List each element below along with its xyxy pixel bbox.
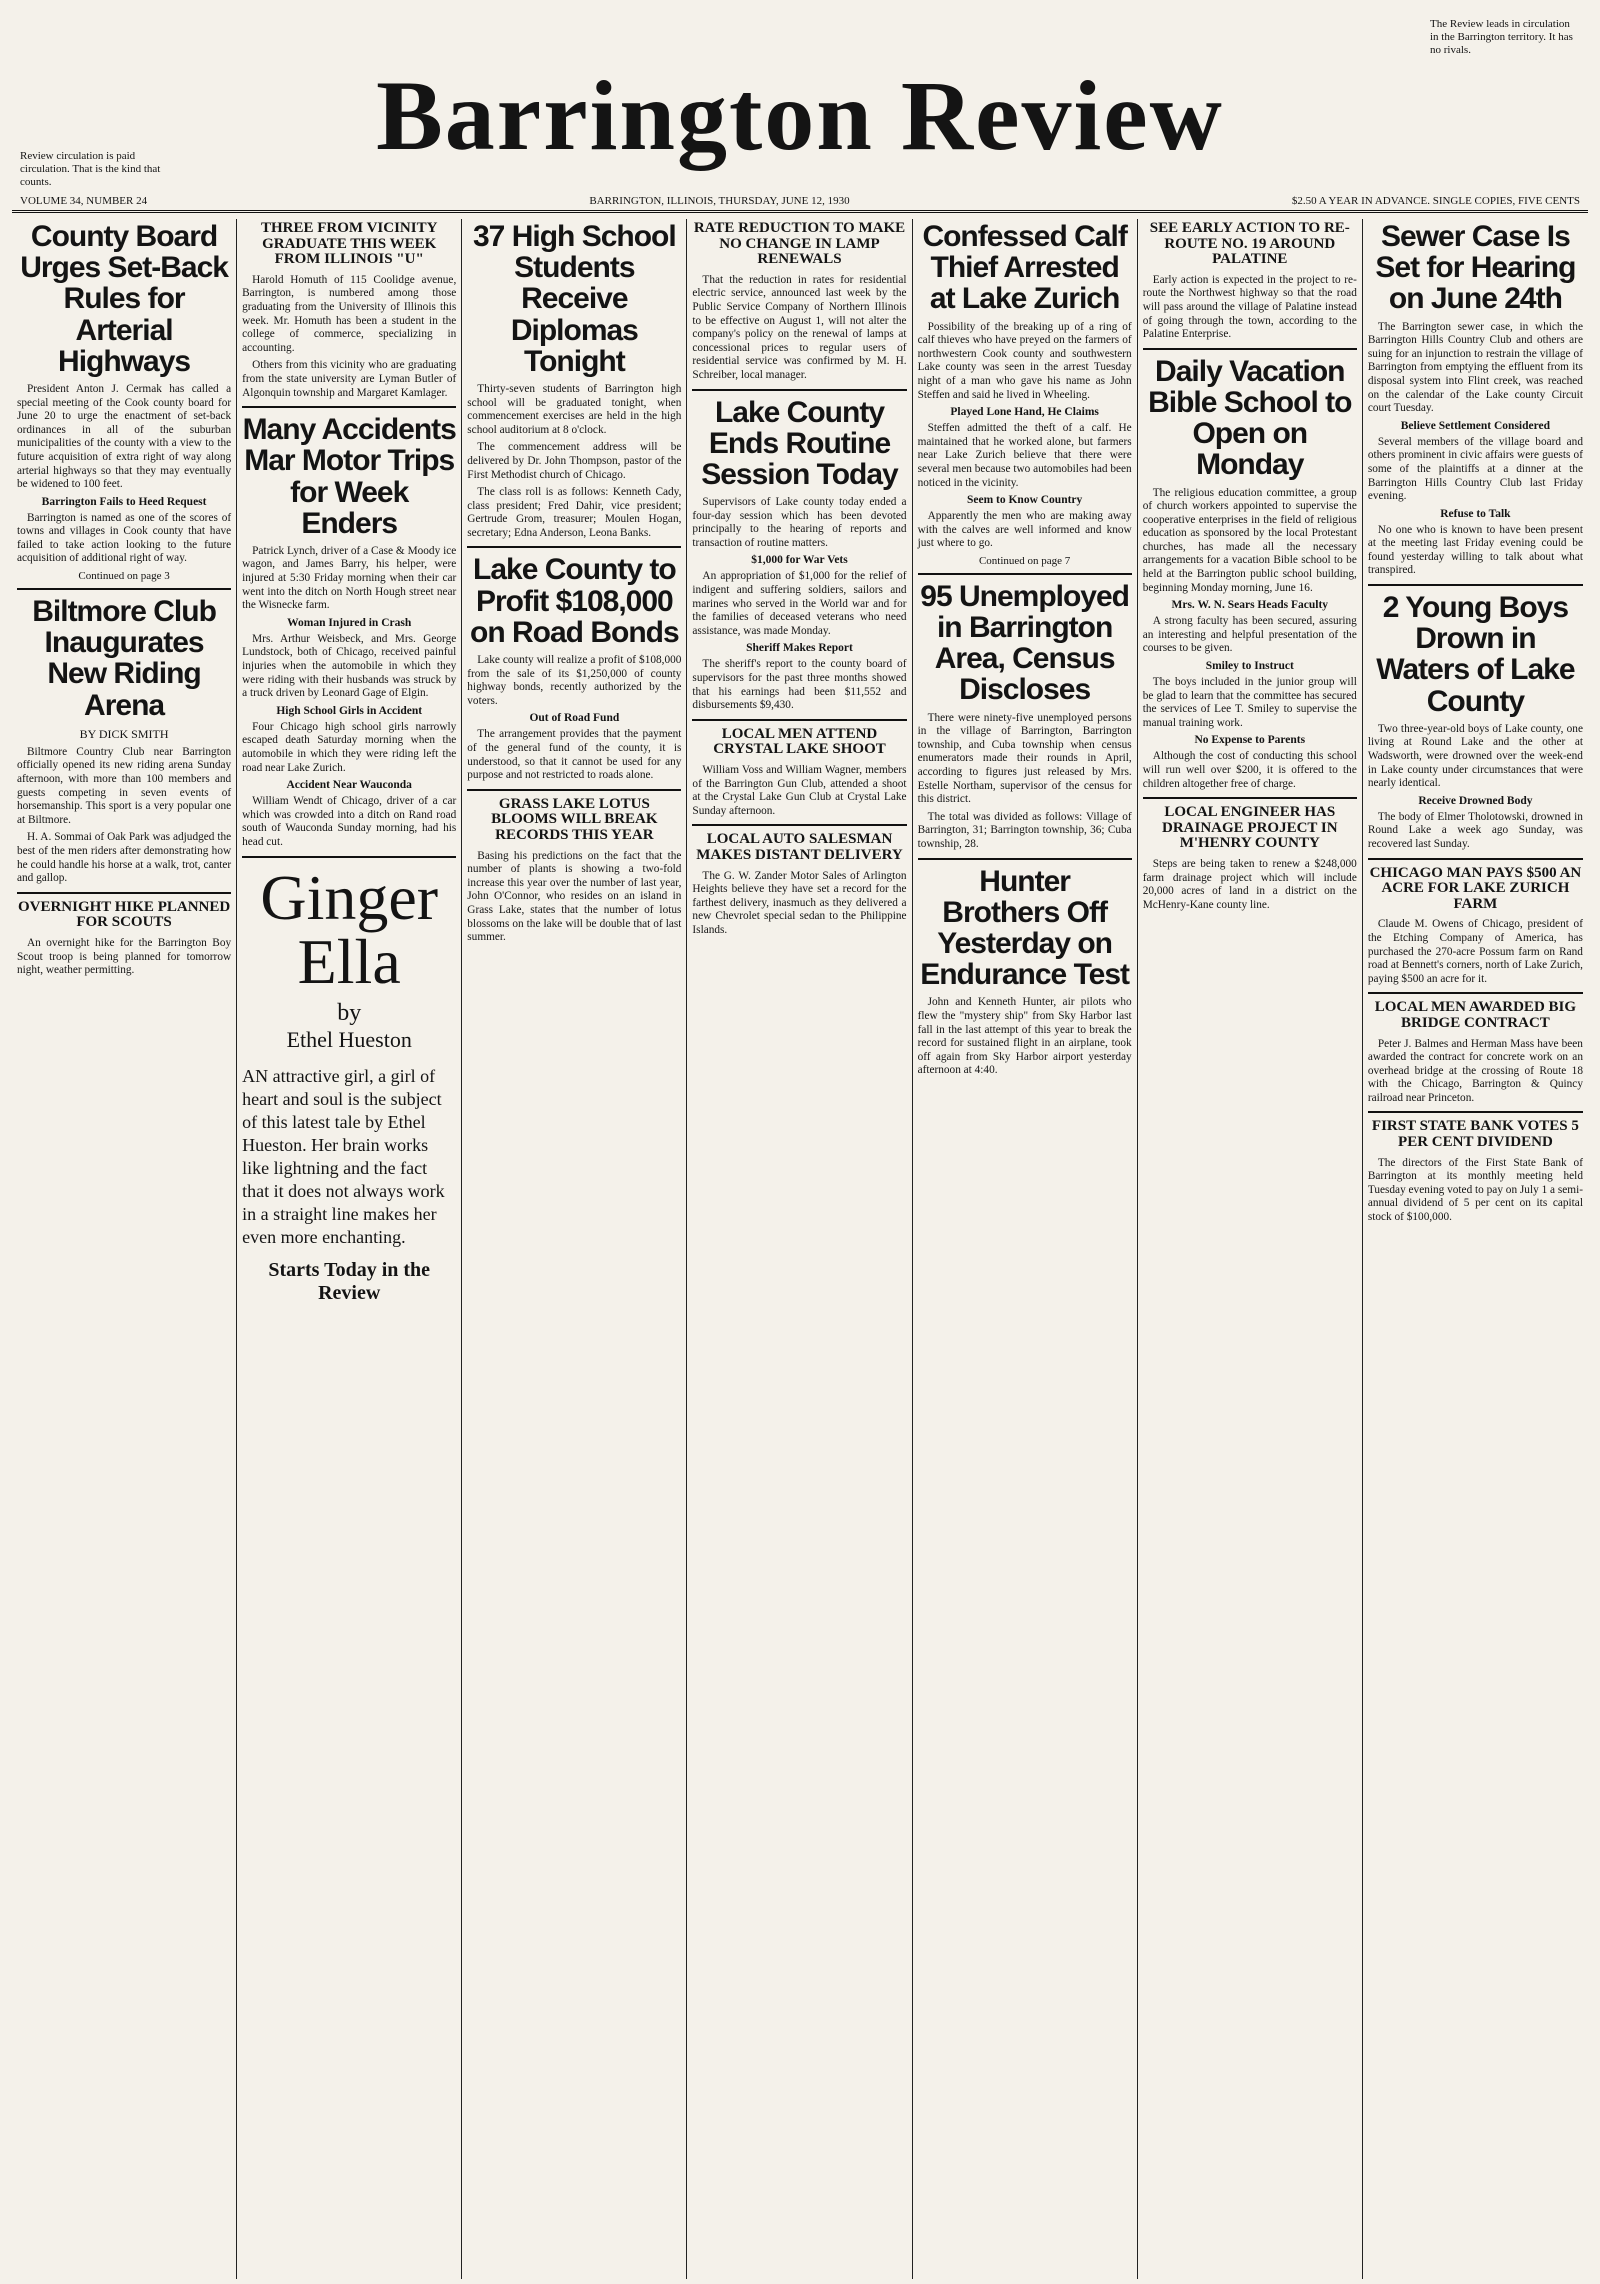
headline: RATE REDUCTION TO MAKE NO CHANGE IN LAMP RENEWALS: [693, 220, 906, 268]
divider: [467, 546, 681, 548]
masthead: [12, 10, 1588, 213]
headline: Biltmore Club Inaugurates New Riding Arena: [32, 595, 216, 722]
divider: [242, 406, 456, 408]
headline: GRASS LAKE LOTUS BLOOMS WILL BREAK RECORDS THIS YEAR: [491, 795, 658, 843]
article-text: The total was divided as follows: Village of Barrington, 31; Barrington township, 36; Cuba township, 28.: [917, 810, 1132, 850]
article-text: Four Chicago high school girls narrowly escaped death Saturday morning when the automobile in which they were riding left the road near Lake Zurich.: [242, 720, 457, 774]
article-text: Steps are being taken to renew a $248,000 farm drainage project which will include 20,000 acres of land in a district on the McHenry-Kane county line.: [1142, 857, 1357, 911]
headline: OVERNIGHT HIKE PLANNED FOR SCOUTS: [17, 898, 231, 931]
subheading: Out of Road Fund: [529, 712, 620, 725]
place-date: BARRINGTON, ILLINOIS, THURSDAY, JUNE 12, 1930: [589, 195, 850, 207]
divider: [1368, 1111, 1583, 1113]
subheading: High School Girls in Accident: [276, 704, 423, 717]
article-text: Although the cost of conducting this school will run well over $200, it is offered to the children altogether free of charge.: [1142, 750, 1357, 790]
headline: Confessed Calf Thief Arrested at Lake Zurich: [922, 220, 1127, 316]
headline: LOCAL MEN AWARDED BIG BRIDGE CONTRACT: [1374, 999, 1577, 1031]
divider: [692, 824, 906, 826]
dateline: [12, 195, 1588, 207]
subheading: Played Lone Hand, He Claims: [950, 406, 1099, 419]
divider: [1368, 992, 1583, 994]
headline: 2 Young Boys Drown in Waters of Lake County: [1376, 591, 1575, 718]
subheading: Believe Settlement Considered: [1400, 419, 1551, 432]
column-1: [12, 219, 237, 2279]
newspaper-title: Barrington Review: [376, 60, 1224, 171]
subheading: No Expense to Parents: [1194, 734, 1306, 747]
headline: LOCAL MEN ATTEND CRYSTAL LAKE SHOOT: [713, 725, 886, 758]
article-text: Biltmore Country Club near Barrington officially opened its new riding arena Sunday afternoon, with more than 100 members and guests competing in seven events of horsemanship. This sport is a very popular one at Biltmore.: [17, 745, 232, 826]
column-4: [687, 219, 912, 2279]
article-text: The religious education committee, a group of church workers appointed to supervise the cooperative enterprises in the field of religious education as sponsored by the local Protestant churches, has made all the necessary arrangements for a vacation Bible school to be held at the Barrington public school building, beginning Monday morning, June 16.: [1142, 486, 1357, 594]
article-text: Others from this vicinity who are graduating from the state university are Lyman Butler of Algonquin township and Margaret Kamlager.: [242, 359, 457, 399]
headline: THREE FROM VICINITY GRADUATE THIS WEEK FROM ILLINOIS "U": [261, 220, 438, 268]
subheading: Woman Injured in Crash: [287, 616, 412, 629]
price: $2.50 A YEAR IN ADVANCE. SINGLE COPIES, FIVE CENTS: [1291, 195, 1580, 207]
article-text: The body of Elmer Tholotowski, drowned in Round Lake a week ago Sunday, was recovered last Sunday.: [1367, 810, 1583, 850]
subheading: Receive Drowned Body: [1418, 794, 1533, 807]
ad-author: Ethel Hueston: [286, 1026, 412, 1052]
article-text: Claude M. Owens of Chicago, president of the Etching Company of America, has purchased the 270-acre Possum farm on Rand road at Bennett's corners, north of Lake Zurich, paying $500 an acre for it.: [1367, 918, 1583, 985]
article-text: Possibility of the breaking up of a ring of calf thieves who have preyed on the farmers of northwestern Cook county and southwestern Lake county was seen in the arrest Tuesday night of a man who gave his name as John Steffen and said he lived in Wheeling.: [917, 320, 1132, 401]
headline: 95 Unemployed in Barrington Area, Census Discloses: [920, 579, 1129, 707]
article-text: An appropriation of $1,000 for the relief of indigent and suffering soldiers, sailors and marines who served in the World war and for the families of deceased veterans who need assistance, was made Monday.: [692, 570, 907, 637]
divider: [242, 856, 456, 858]
article-text: An overnight hike for the Barrington Boy Scout troop is being planned for tomorrow night, weather permitting.: [17, 936, 232, 977]
article-text: Mrs. Arthur Weisbeck, and Mrs. George Lundstock, both of Chicago, received painful injuries when the automobile in which they were riding with their husbands was struck by a truck driven by Leonard Gage of Elgin.: [242, 632, 457, 700]
article-text: There were ninety-five unemployed persons in the village of Barrington, Barrington township, and Cuba township when census enumerators made their rounds in April, according to figures just released by Mrs. Estelle Northam, supervisor of the census for this district.: [917, 711, 1132, 806]
article-text: Early action is expected in the project to re-route the Northwest highway so that the road will pass around the village of Palatine instead of going through the town, according to the Palatine Enterprise.: [1142, 273, 1357, 341]
article-text: Barrington is named as one of the scores of towns and villages in Cook county that have failed to take action looking to the future acquisition of additional right of way.: [17, 511, 232, 565]
divider: [692, 389, 906, 391]
subheading: Mrs. W. N. Sears Heads Faculty: [1171, 599, 1329, 612]
ad-by: by: [337, 999, 362, 1026]
divider: [1368, 858, 1583, 860]
article-text: William Voss and William Wagner, members of the Barrington Gun Club, attended a shoot at the Crystal Lake Gun Club at Crystal Lake Sunday afternoon.: [692, 764, 907, 817]
article-text: Supervisors of Lake county today ended a four-day session which has been devoted principally to the hearing of reports and transaction of routine matters.: [692, 496, 907, 549]
article-text: The boys included in the junior group will be glad to learn that the committee has secured the services of Lee T. Smiley to supervise the manual training work.: [1142, 676, 1357, 729]
article-text: The Barrington sewer case, in which the Barrington Hills Country Club and others are suing for an injunction to restrain the village of Barrington from emptying the effluent from its disposal system into Flint creek, was reached on the calendar of the Lake county Circuit court Tuesday.: [1367, 320, 1583, 415]
divider: [1143, 348, 1357, 350]
subheading: Barrington Fails to Heed Request: [41, 495, 207, 508]
article-text: John and Kenneth Hunter, air pilots who flew the "mystery ship" from Sky Harbor last fall in the last attempt of this year to break the record for sustained flight in an airplane, took off again from Sky Harbor airport yesterday afternoon at 4:40.: [917, 996, 1132, 1077]
continued-note: Continued on page 3: [78, 570, 170, 583]
headline: CHICAGO MAN PAYS $500 AN ACRE FOR LAKE ZURICH FARM: [1369, 864, 1582, 912]
headline: Lake County Ends Routine Session Today: [701, 395, 898, 491]
article-text: Apparently the men who are making away with the calves are well informed and know just where to go.: [917, 510, 1132, 550]
headline: 37 High School Students Receive Diplomas Tonight: [473, 220, 676, 378]
article-text: William Wendt of Chicago, driver of a car which was crowded into a ditch on Rand road south of Wauconda Sunday morning, had his head cut.: [242, 795, 457, 848]
article-text: H. A. Sommai of Oak Park was adjudged the best of the men riders after demonstrating how he could handle his horse at a walk, trot, canter and gallop.: [17, 831, 232, 885]
headline: SEE EARLY ACTION TO RE-ROUTE NO. 19 AROUND PALATINE: [1149, 220, 1350, 268]
divider: [17, 588, 231, 590]
article-text: Two three-year-old boys of Lake county, one living at Round Lake and the other at Wadsworth, were drowned over the week-end in Lake county under circumstances that were nearly identical.: [1367, 722, 1583, 790]
article-text: Basing his predictions on the fact that the number of plants is showing a two-fold increase this year over the number of last year, John O'Connor, who resides on an island in Grass Lake, states that the number of lotus blossoms on the lake will be double that of last summer.: [467, 849, 682, 944]
divider: [918, 858, 1132, 860]
article-text: The class roll is as follows: Kenneth Cady, class president; Fred Dahir, vice president; Gertrude Grom, treasurer; Moulen Hogan, secretary; Edna Anderson, Leona Banks.: [467, 486, 682, 539]
columns: [12, 219, 1588, 2279]
headline: Lake County to Profit $108,000 on Road Bonds: [470, 553, 679, 649]
divider: [17, 892, 231, 894]
divider: [918, 573, 1132, 575]
subheading: Smiley to Instruct: [1205, 660, 1294, 673]
column-3: [462, 219, 687, 2279]
headline: LOCAL AUTO SALESMAN MAKES DISTANT DELIVERY: [696, 831, 903, 863]
subheading: Seem to Know Country: [966, 494, 1083, 507]
subheading: $1,000 for War Vets: [751, 554, 848, 567]
column-5: [913, 219, 1138, 2279]
byline: BY DICK SMITH: [79, 726, 169, 741]
divider: [467, 789, 681, 791]
article-text: That the reduction in rates for residential electric service, announced last week by the Public Service Company of Northern Illinois to be effective on August 1, will not alter the company's policy on the renewal of lamps at concessional prices to regular users of residential service was confirmed by M. H. Schreiber, local manager.: [692, 273, 907, 381]
headline: FIRST STATE BANK VOTES 5 PER CENT DIVIDEND: [1371, 1118, 1579, 1151]
subheading: Refuse to Talk: [1440, 507, 1511, 520]
article-text: Patrick Lynch, driver of a Case & Moody ice wagon, and James Barry, his helper, were injured at 5:30 Friday morning when their car went into the ditch on North Hough street near the Wisnecke farm.: [242, 544, 457, 612]
column-7: [1363, 219, 1588, 2279]
article-text: The sheriff's report to the county board of supervisors for the past three months showed that his earnings had been $11,552 and disbursements $9,430.: [692, 658, 907, 712]
ad-footer: Starts Today in the Review: [268, 1258, 431, 1304]
divider: [1368, 584, 1583, 586]
headline: LOCAL ENGINEER HAS DRAINAGE PROJECT IN M'HENRY COUNTY: [1161, 804, 1338, 852]
article-text: The G. W. Zander Motor Sales of Arlington Heights believe they have set a record for the farthest delivery, inasmuch as they delivered a new Chevrolet special sedan to the Philippine Islands.: [692, 869, 907, 936]
article-text: The commencement address will be delivered by Dr. John Thompson, pastor of the First Methodist church of Chicago.: [467, 441, 682, 481]
ear-right: The Review leads in circulation in the Barrington territory. It has no rivals.: [1430, 18, 1573, 56]
headline: Hunter Brothers Off Yesterday on Endurance Test: [920, 864, 1130, 992]
ad-text: AN attractive girl, a girl of heart and soul is the subject of this latest tale by Ethel Hueston. Her brain works like lightning and the fact that it does not always work in a straight line makes her even more enchanting.: [242, 1065, 445, 1247]
column-6: [1138, 219, 1363, 2279]
divider: [692, 719, 906, 721]
ad-title: Ginger Ella: [260, 861, 439, 997]
serial-advertisement: [242, 861, 456, 1305]
volume-number: VOLUME 34, NUMBER 24: [20, 195, 148, 207]
article-text: No one who is known to have been present at the meeting last Friday evening could be found yesterday willing to talk about what transpired.: [1367, 523, 1583, 577]
article-text: Steffen admitted the theft of a calf. He maintained that he worked alone, but farmers near Lake Zurich believe that there were several men because two automobiles had been noticed in the vicinity.: [917, 422, 1132, 489]
article-text: Lake county will realize a profit of $108,000 from the sale of its $1,250,000 of county highway bonds, recently authorized by the voters.: [467, 654, 682, 707]
divider: [1143, 797, 1357, 799]
subheading: Accident Near Wauconda: [286, 779, 412, 792]
article-text: Harold Homuth of 115 Coolidge avenue, Barrington, is numbered among those graduating from the University of Illinois this week. Mr. Homuth has been a student in the college of commerce, specializing in accounting.: [242, 273, 457, 354]
article-text: President Anton J. Cermak has called a special meeting of the Cook county board for June 20 to urge the enactment of set-back ordinances in all of the suburban municipalities of the county with a view to the future acquisition of extra right of way along arterial highways so that they may eventually be widened to 100 feet.: [17, 382, 232, 491]
subheading: Sheriff Makes Report: [746, 642, 853, 655]
headline: Many Accidents Mar Motor Trips for Week Enders: [242, 413, 456, 540]
article-text: The directors of the First State Bank of Barrington at its monthly meeting held Tuesday evening voted to pay on July 1 a semi-annual dividend of 5 per cent on its capital stock of $100,000.: [1367, 1156, 1583, 1224]
headline: Sewer Case Is Set for Hearing on June 24th: [1375, 220, 1576, 316]
article-text: Peter J. Balmes and Herman Mass have been awarded the contract for concrete work on an overhead bridge at the crossing of Route 18 with the Chicago, Barrington & Quincy railroad near Princeton.: [1367, 1037, 1583, 1104]
ear-left: Review circulation is paid circulation. That is the kind that counts.: [20, 150, 161, 188]
article-text: Thirty-seven students of Barrington high school will be graduated tonight, when commencement exercises are held in the high school auditorium at 8 o'clock.: [467, 382, 682, 436]
article-text: Several members of the village board and others prominent in civic affairs were guests of some of the plaintiffs at a dinner at the Barrington Hills Country Club last Friday evening.: [1367, 435, 1583, 503]
column-2: [237, 219, 462, 2279]
continued-note: Continued on page 7: [978, 554, 1071, 567]
headline: County Board Urges Set-Back Rules for Arterial Highways: [20, 220, 228, 378]
article-text: A strong faculty has been secured, assuring an interesting and helpful presentation of the courses to be given.: [1142, 615, 1357, 655]
article-text: The arrangement provides that the payment of the general fund of the county, it is understood, so that it cannot be used for any purpose and not restricted to roads alone.: [467, 728, 682, 782]
headline: Daily Vacation Bible School to Open on Monday: [1148, 354, 1352, 482]
